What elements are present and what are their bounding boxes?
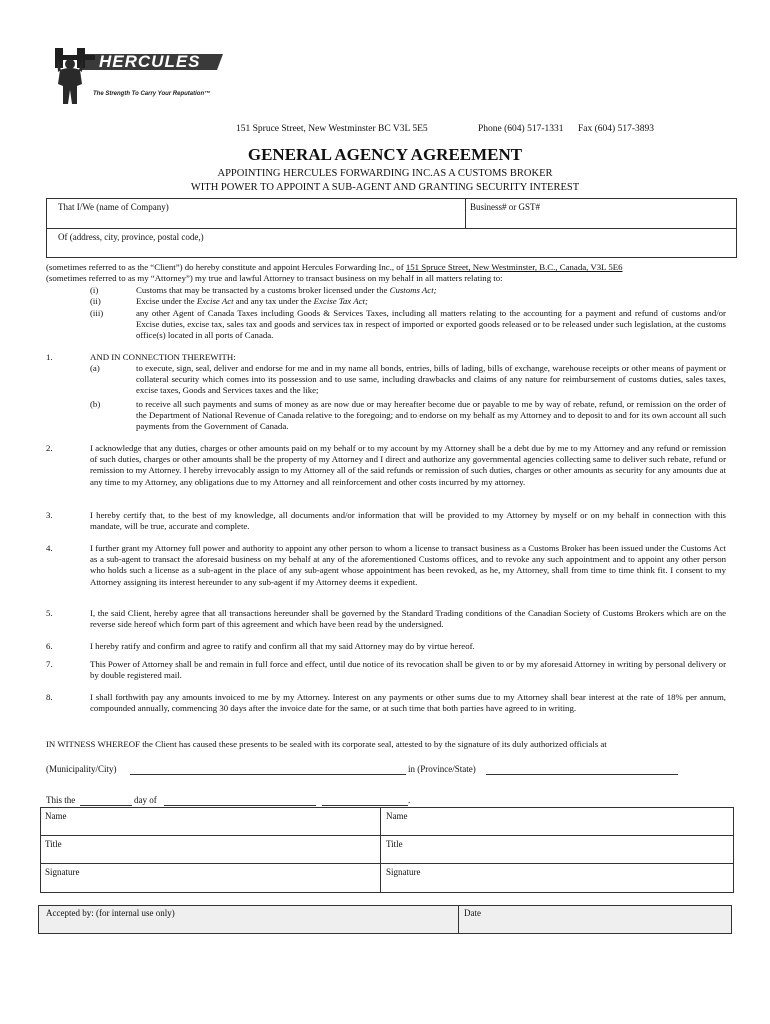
clause-2-text: I acknowledge that any duties, charges or other amounts paid on my behalf or to my account by my Attorney shall be a debt due by me to my Attorney and any refund or remission of such duties, charges or other amounts shall be the property of my Attorney and I direct and authorize any governmental agencies collecting same to deliver such rebate, refund or remission to my Attorney. I hereby irrevocably assign to my Attorney all of the said refunds or remission of such duties, charges or other amounts as security for any amounts due at any time to my Attorney, any obligations due to my Attorney and all reinforcement and other costs incurred by my attorney. [90, 443, 726, 487]
clause-4-text: I further grant my Attorney full power and authority to appoint any other person to whom a license to transact business as a Customs Broker has been issued under the Customs Act as a sub-agent to transact the aforesaid business on my behalf at any of the aforementioned Customs offices, and to revoke any such appointment and to appoint any other person who holds such a license as a sub-agent in the place of any sub-agent whose appointment has been revoked, as he, my Attorney, shall from time to time think fit. I consent to my Attorney assigning its interest hereunder to any sub-agent if my Attorney deems it expedient. [90, 543, 726, 587]
intro-line-2: (sometimes referred to as my “Attorney”) my true and lawful Attorney to transact business on my behalf in all matters relating to: [46, 273, 503, 283]
clause-7-number: 7. [46, 659, 53, 669]
item-ii-number: (ii) [90, 296, 101, 306]
day-of-label: day of [134, 795, 157, 805]
clause-1a-text: to execute, sign, seal, deliver and endorse for me and in my name all bonds, entries, bills of lading, bills of exchange, warehouse receipts or other means of payment or collateral security which comes into its possession and to use same, including drawbacks and claims of any nature for reimbursement of customs duties, sales taxes, excise taxes, Goods and Services taxes and the like; [136, 363, 726, 396]
client-address-label: Of (address, city, province, postal code,) [58, 232, 204, 242]
clause-5-text: I, the said Client, hereby agree that all transactions hereunder shall be governed by the Standard Trading conditions of the Canadian Society of Customs Brokers which are on the reverse side hereof which form part of this agreement and which have been read by the undersigned. [90, 608, 726, 630]
clause-1-heading: AND IN CONNECTION THEREWITH: [90, 352, 236, 362]
attorney-address: 151 Spruce Street, New Westminster, B.C., Canada, V3L 5E6 [405, 262, 623, 272]
clause-5-number: 5. [46, 608, 53, 618]
title-field-right[interactable]: Title [386, 839, 403, 849]
clause-2-number: 2. [46, 443, 53, 453]
clause-8-number: 8. [46, 692, 53, 702]
client-box-divider [465, 198, 466, 228]
hercules-logo [55, 46, 235, 108]
province-label: in (Province/State) [408, 764, 476, 774]
company-phone: Phone (604) 517-1331 [478, 124, 564, 134]
signature-box-divider [380, 807, 381, 893]
clause-1b-text: to receive all such payments and sums of money as are now due or may hereafter become due or payable to me by way of rebate, refund, or remission on the order of the Department of National Revenue of Canada relative to the foregoing; and to endorse on my behalf as my Attorney and to deposit to and for its own account all such payments from the Government of Canada. [136, 399, 726, 432]
province-field[interactable] [486, 774, 678, 775]
company-address: 151 Spruce Street, New Westminster BC V3L 5E5 [236, 124, 428, 134]
document-subtitle-1: APPOINTING HERCULES FORWARDING INC.AS A CUSTOMS BROKER [217, 168, 553, 179]
this-the-label: This the [46, 795, 76, 805]
client-box-row-divider [46, 228, 737, 229]
internal-box-divider [458, 905, 459, 934]
name-field-right[interactable]: Name [386, 811, 408, 821]
document-title: GENERAL AGENCY AGREEMENT [247, 145, 523, 164]
month-field[interactable] [164, 805, 316, 806]
clause-6-number: 6. [46, 641, 53, 651]
day-field[interactable] [80, 805, 132, 806]
logo-wordmark: HERCULES [99, 52, 201, 71]
clause-7-text: This Power of Attorney shall be and remain in full force and effect, until due notice of its revocation shall be given to or by my aforesaid Attorney in writing by personal delivery or by double registered mail. [90, 659, 726, 681]
item-i-number: (i) [90, 285, 99, 295]
clause-1-number: 1. [46, 352, 53, 362]
clause-8-text: I shall forthwith pay any amounts invoiced to me by my Attorney. Interest on any payments or other sums due to my Attorney shall bear interest at the rate of 18% per annum, compounded annually, commencing 30 days after the invoice date for the same, or at such time that both parties have agreed to in writing. [90, 692, 726, 714]
clause-1a-number: (a) [90, 363, 100, 373]
intro-line-1: (sometimes referred to as the “Client”) do hereby constitute and appoint Hercules Forwarding Inc., of 151 Spruce Street, New Westminster, B.C., Canada, V3L 5E6 [46, 262, 623, 272]
item-iii-number: (iii) [90, 308, 104, 318]
year-field[interactable] [322, 805, 408, 806]
tagline: The Strength To Carry Your Reputation™ [93, 91, 211, 97]
name-field-left[interactable]: Name [45, 811, 67, 821]
municipality-label: (Municipality/City) [46, 764, 117, 774]
title-field-left[interactable]: Title [45, 839, 62, 849]
company-fax: Fax (604) 517-3893 [578, 124, 654, 134]
clause-3-number: 3. [46, 510, 53, 520]
clause-3-text: I hereby certify that, to the best of my knowledge, all documents and/or information that will be provided to my Attorney by myself or on my behalf in connection with this mandate, will be true, accurate and complete. [90, 510, 726, 532]
accepted-by-label: Accepted by: (for internal use only) [46, 908, 175, 918]
item-ii-text: Excise under the Excise Act and any tax under the Excise Tax Act; [136, 296, 368, 306]
clause-4-number: 4. [46, 543, 53, 553]
business-number-label: Business# or GST# [470, 202, 541, 212]
signature-field-right[interactable]: Signature [386, 867, 421, 877]
internal-date-label: Date [464, 908, 481, 918]
witness-statement: IN WITNESS WHEREOF the Client has caused these presents to be sealed with its corporate seal, attested to by the signature of its duly authorized officials at [46, 739, 607, 749]
company-name-label: That I/We (name of Company) [58, 202, 169, 212]
clause-6-text: I hereby ratify and confirm and agree to ratify and confirm all that my said Attorney may do by virtue hereof. [90, 641, 475, 651]
signature-row-divider-2 [40, 863, 734, 864]
signature-row-divider-1 [40, 835, 734, 836]
clause-1b-number: (b) [90, 399, 101, 409]
document-subtitle-2: WITH POWER TO APPOINT A SUB-AGENT AND GRANTING SECURITY INTEREST [190, 182, 580, 193]
item-i-text: Customs that may be transacted by a customs broker licensed under the Customs Act; [136, 285, 437, 295]
signature-field-left[interactable]: Signature [45, 867, 80, 877]
item-iii-text: any other Agent of Canada Taxes including Goods & Services Taxes, including all matters relating to the accounting for a payment and refund of customs and/or Excise duties, excise tax, sales tax and goods and services tax in respect of imported or exported goods released or to be released under such legislation, at the customs office(s) located in all ports of Canada. [136, 308, 726, 341]
date-period: . [408, 795, 411, 805]
municipality-field[interactable] [130, 774, 406, 775]
